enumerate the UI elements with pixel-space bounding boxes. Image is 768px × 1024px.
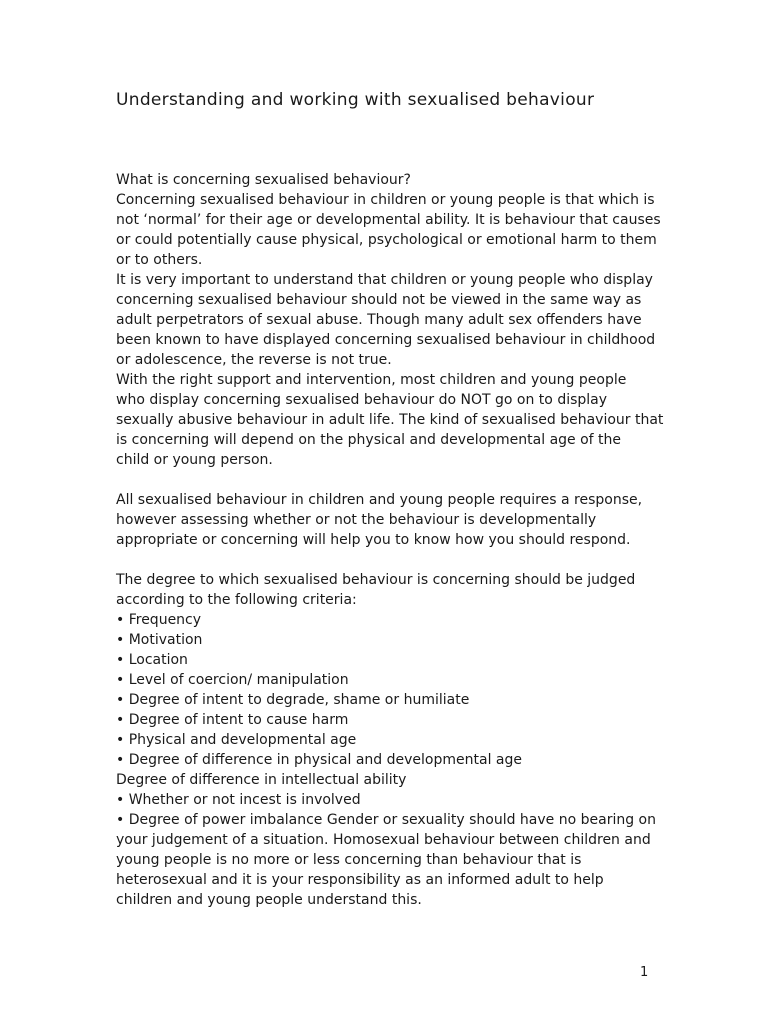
list-item: • Frequency <box>116 612 202 628</box>
text-line: With the right support and intervention, most children and young people <box>116 372 627 388</box>
text-line: It is very important to understand that children or young people who display <box>116 272 653 288</box>
text-line: heterosexual and it is your responsibility as an informed adult to help <box>116 872 604 888</box>
document-body <box>116 170 664 910</box>
text-line: been known to have displayed concerning sexualised behaviour in childhood <box>116 332 656 348</box>
list-item: • Level of coercion/ manipulation <box>116 672 349 688</box>
list-item: • Motivation <box>116 632 203 648</box>
list-item: • Physical and developmental age <box>116 732 357 748</box>
text-line: child or young person. <box>116 452 273 468</box>
text-line: your judgement of a situation. Homosexual behaviour between children and <box>116 832 651 848</box>
page-number: 1 <box>640 965 649 980</box>
list-item: • Degree of intent to cause harm <box>116 712 349 728</box>
document-title: Understanding and working with sexualised behaviour <box>116 90 595 110</box>
paragraph-gap <box>116 470 656 490</box>
text-line: children and young people understand this. <box>116 892 422 908</box>
list-item: • Whether or not incest is involved <box>116 792 361 808</box>
list-item: • Location <box>116 652 188 668</box>
paragraph-gap <box>116 550 656 570</box>
list-item: • Degree of power imbalance Gender or sexuality should have no bearing on <box>116 812 656 828</box>
list-item: • Degree of intent to degrade, shame or humiliate <box>116 692 470 708</box>
text-line: or could potentially cause physical, psychological or emotional harm to them <box>116 232 657 248</box>
text-line: however assessing whether or not the behaviour is developmentally <box>116 512 597 528</box>
text-line: or to others. <box>116 252 203 268</box>
text-line: who display concerning sexualised behaviour do NOT go on to display <box>116 392 608 408</box>
text-line: Degree of difference in intellectual ability <box>116 772 407 788</box>
text-line: appropriate or concerning will help you to know how you should respond. <box>116 532 631 548</box>
text-line: What is concerning sexualised behaviour? <box>116 172 411 188</box>
text-line: The degree to which sexualised behaviour is concerning should be judged <box>116 572 636 588</box>
text-line: not ‘normal’ for their age or developmental ability. It is behaviour that causes <box>116 212 661 228</box>
text-line: concerning sexualised behaviour should not be viewed in the same way as <box>116 292 642 308</box>
text-line: Concerning sexualised behaviour in children or young people is that which is <box>116 192 655 208</box>
text-line: adult perpetrators of sexual abuse. Though many adult sex offenders have <box>116 312 642 328</box>
text-line: young people is no more or less concerning than behaviour that is <box>116 852 582 868</box>
text-line: sexually abusive behaviour in adult life. The kind of sexualised behaviour that <box>116 412 664 428</box>
text-line: according to the following criteria: <box>116 592 357 608</box>
text-line: All sexualised behaviour in children and young people requires a response, <box>116 492 643 508</box>
text-line: is concerning will depend on the physical and developmental age of the <box>116 432 622 448</box>
list-item: • Degree of difference in physical and developmental age <box>116 752 522 768</box>
text-line: or adolescence, the reverse is not true. <box>116 352 392 368</box>
